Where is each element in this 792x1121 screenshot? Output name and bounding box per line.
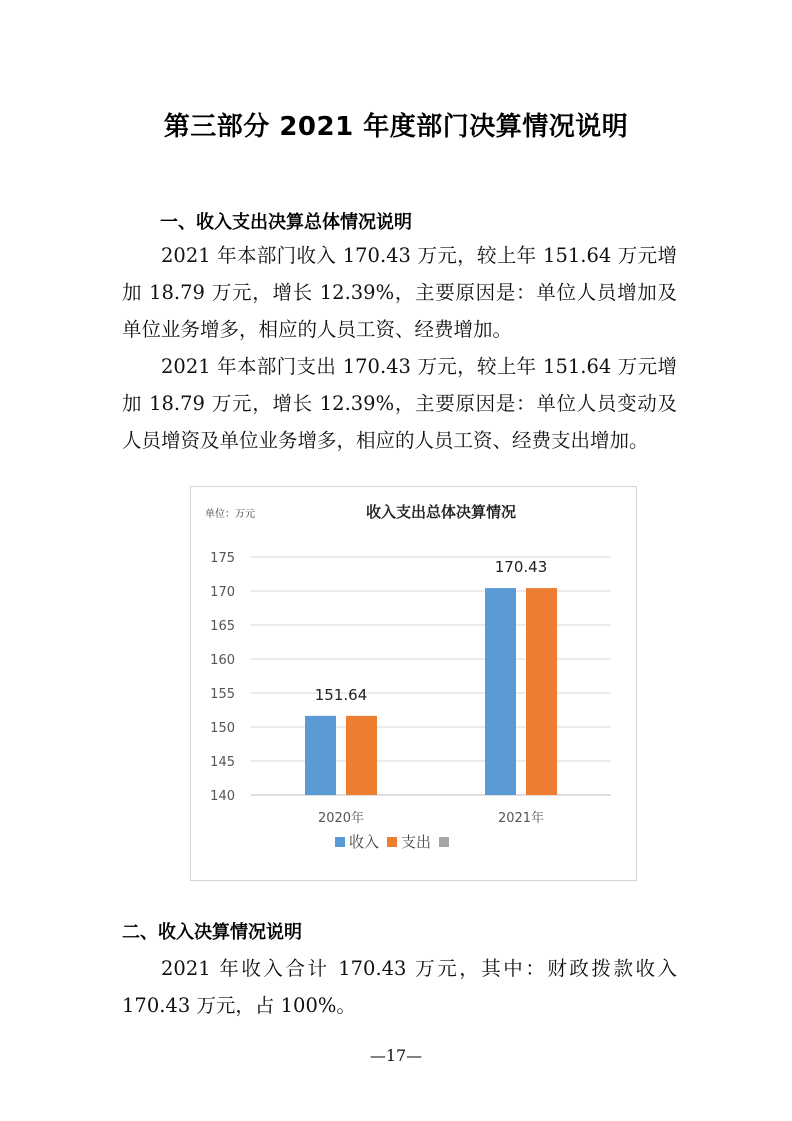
y-tick-label: 160	[210, 653, 235, 668]
y-tick-label: 140	[210, 789, 235, 804]
chart-legend	[335, 833, 449, 851]
y-tick-label: 165	[210, 619, 235, 634]
x-axis	[318, 810, 544, 826]
data-label: 151.64	[314, 685, 368, 704]
bar-支出-2020年	[346, 716, 377, 795]
section-2-heading: 二、收入决算情况说明	[122, 922, 302, 943]
section-1-paragraph-2: 2021 年本部门支出 170.43 万元，较上年 151.64 万元增加 18.79 万元，增长 12.39%，主要原因是：单位人员变动及人员增资及单位业务增多，相应的人员工资、经费支出增加。	[122, 355, 677, 452]
chart-unit-label: 单位：万元	[205, 509, 255, 520]
legend-swatch	[335, 837, 345, 847]
chart-title: 收入支出总体决算情况	[365, 503, 517, 521]
y-tick-label: 155	[210, 687, 235, 702]
bar-支出-2021年	[526, 588, 557, 795]
x-tick-label: 2020年	[317, 811, 365, 826]
section-1-paragraph-1: 2021 年本部门收入 170.43 万元，较上年 151.64 万元增加 18.79 万元，增长 12.39%，主要原因是：单位人员增加及单位业务增多，相应的人员工资、经费增加。	[122, 244, 677, 341]
legend-label: 收入	[349, 833, 380, 851]
y-axis	[210, 551, 235, 804]
legend-swatch	[439, 837, 449, 847]
y-tick-label: 150	[210, 721, 235, 736]
y-tick-label: 175	[210, 551, 235, 566]
bar-收入-2020年	[305, 716, 336, 795]
legend-label: 支出	[401, 833, 432, 851]
data-label: 170.43	[494, 558, 548, 577]
chart-bars	[305, 558, 557, 795]
legend-swatch	[387, 837, 397, 847]
y-tick-label: 145	[210, 755, 235, 770]
x-tick-label: 2021年	[497, 811, 545, 826]
section-1-heading: 一、收入支出决算总体情况说明	[160, 212, 412, 233]
page-title: 第三部分 2021 年度部门决算情况说明	[163, 112, 629, 142]
chart-canvas	[191, 487, 636, 880]
y-tick-label: 170	[210, 585, 235, 600]
section-2-paragraph-1: 2021 年收入合计 170.43 万元，其中：财政拨款收入 170.43 万元，占 100%。	[122, 957, 677, 1017]
income-expense-chart	[190, 486, 637, 881]
page-number: —17—	[369, 1046, 423, 1065]
bar-收入-2021年	[485, 588, 516, 795]
